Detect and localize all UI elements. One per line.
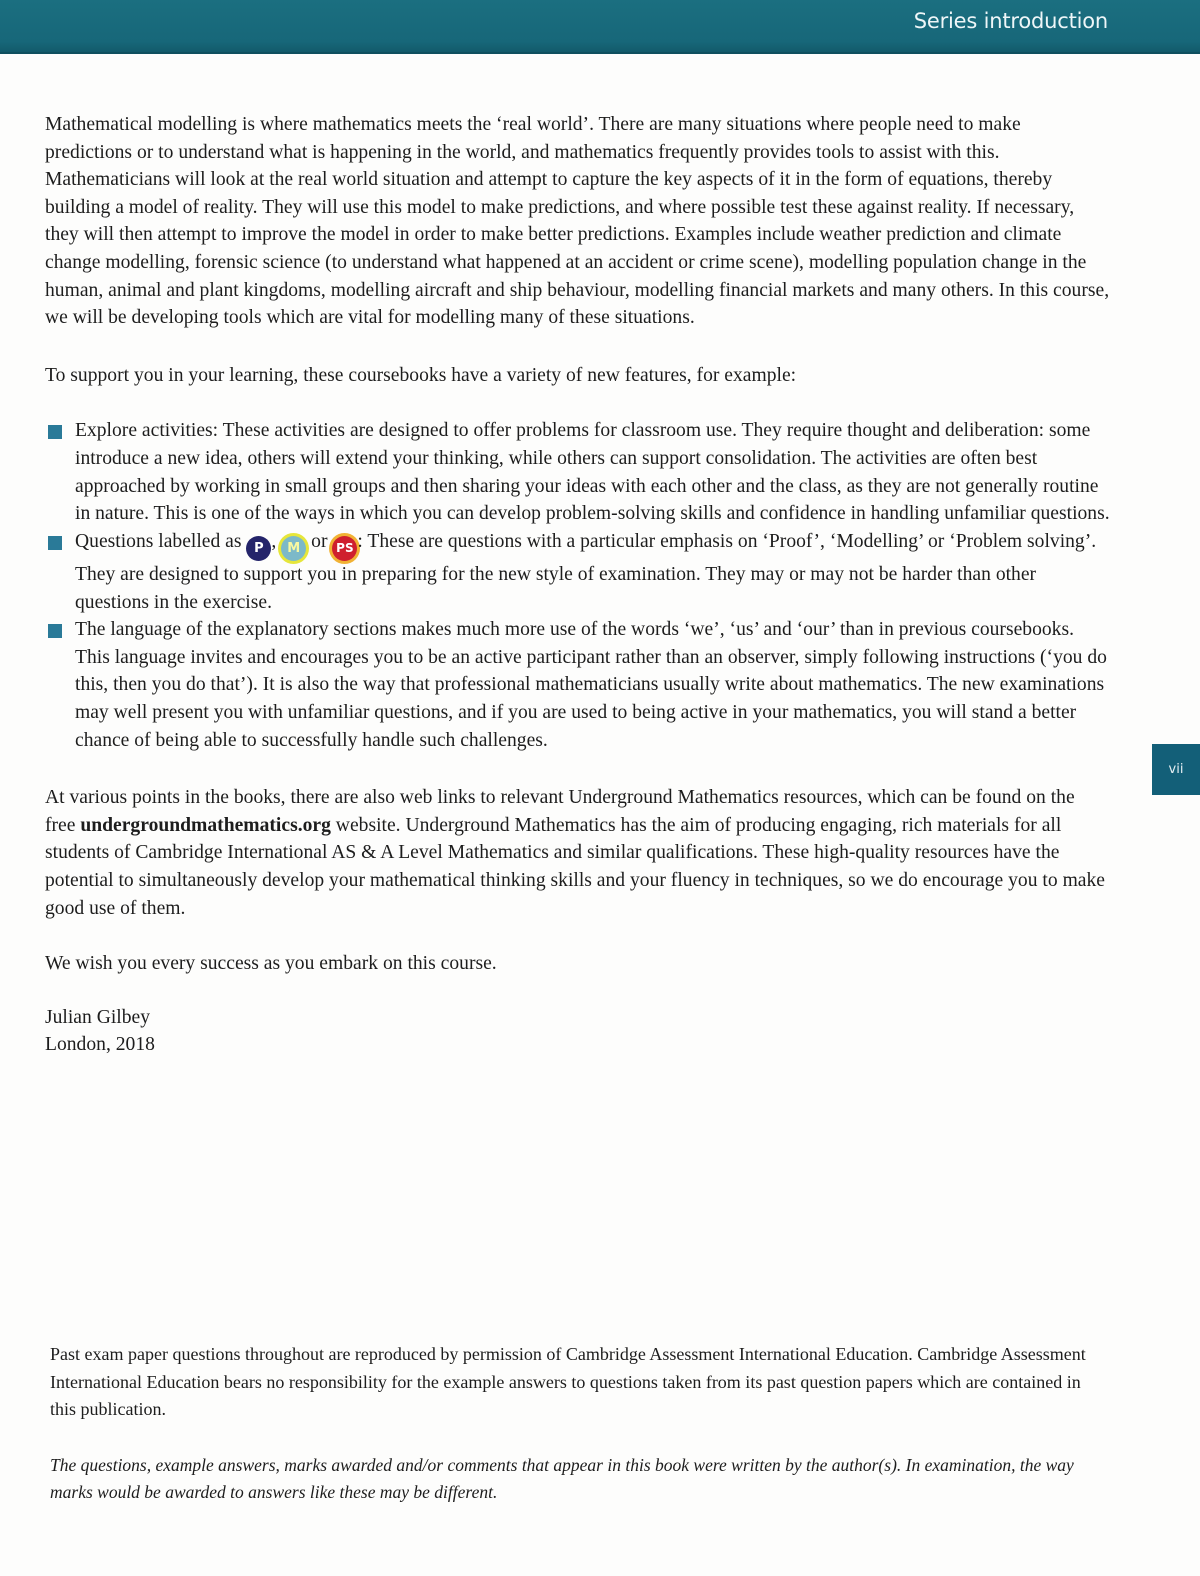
- separator: or: [311, 530, 328, 552]
- underground-text-before: At various points in the books, there are also web links to relevant Underground Mathematics resources, which can be found on the free: [45, 787, 1075, 836]
- separator: ,: [271, 530, 277, 552]
- main-content: [45, 111, 1110, 1058]
- features-list: [45, 417, 1110, 754]
- underground-link[interactable]: undergroundmathematics.org: [80, 814, 331, 836]
- square-bullet-icon: [48, 624, 62, 638]
- list-item: [45, 417, 1110, 527]
- author-name: Julian Gilbey: [45, 1006, 151, 1028]
- page-number: vii: [1168, 762, 1184, 777]
- feature-questions-prefix: Questions labelled as: [75, 530, 242, 552]
- feature-language-text: The language of the explanatory sections makes much more use of the words ‘we’, ‘us’ and ‘our’ than in previous coursebooks. This language invites and encourages you to be an active participant rather than an observer, simply following instructions (‘you do this, then you do that’). It is also the way that professional mathematicians usually write about mathematics. The new examinations may well present you with unfamiliar questions, and if you are used to being active in your mathematics, you will stand a better chance of being able to successfully handle such challenges.: [75, 619, 1107, 751]
- footer-notes: [50, 1341, 1110, 1507]
- section-title: Series introduction: [913, 9, 1108, 33]
- square-bullet-icon: [48, 425, 62, 439]
- signature-block: [45, 1004, 1110, 1058]
- modelling-badge-icon: M: [281, 536, 306, 561]
- disclaimer-note: The questions, example answers, marks awarded and/or comments that appear in this book were written by the author(s). In examination, the way marks would be awarded to answers like these may be different.: [50, 1454, 1074, 1502]
- header-band: [0, 0, 1200, 54]
- problem-solving-badge-icon: PS: [332, 536, 357, 561]
- feature-explore-text: Explore activities: These activities are designed to offer problems for classroom use. They require thought and deliberation: some introduce a new idea, others will extend your thinking, while others can support consolidation. The activities are often best approached by working in small groups and then sharing your ideas with each other and the class, as they are not generally routine in nature. This is one of the ways in which you can develop problem-solving skills and confidence in handling unfamiliar questions.: [75, 420, 1110, 525]
- permission-note: Past exam paper questions throughout are reproduced by permission of Cambridge Assessment International Education. Cambridge Assessment International Education bears no responsibility for the example answers to questions taken from its past question papers which are contained in this publication.: [50, 1344, 1086, 1419]
- closing-line: We wish you every success as you embark on this course.: [45, 953, 497, 975]
- features-intro: To support you in your learning, these coursebooks have a variety of new features, for example:: [45, 364, 797, 386]
- list-item: [45, 528, 1110, 616]
- underground-text-after: website. Underground Mathematics has the aim of producing engaging, rich materials for all students of Cambridge International AS & A Level Mathematics and similar qualifications. These high-quality resources have the potential to simultaneously develop your mathematical thinking skills and your fluency in techniques, so we do encourage you to make good use of them.: [45, 814, 1105, 919]
- square-bullet-icon: [48, 536, 62, 550]
- page-number-tab: [1152, 744, 1200, 795]
- feature-questions-suffix: : These are questions with a particular emphasis on ‘Proof’, ‘Modelling’ or ‘Problem solving’. They are designed to support you in preparing for the new style of examination. They may or may not be harder than other questions in the exercise.: [75, 530, 1097, 613]
- proof-badge-icon: P: [246, 536, 271, 561]
- place-date: London, 2018: [45, 1033, 155, 1055]
- list-item: [45, 616, 1110, 754]
- underground-paragraph: [45, 784, 1110, 922]
- intro-paragraph: Mathematical modelling is where mathematics meets the ‘real world’. There are many situations where people need to make predictions or to understand what is happening in the world, and mathematics frequently provides tools to assist with this. Mathematicians will look at the real world situation and attempt to capture the key aspects of it in the form of equations, thereby building a model of reality. They will use this model to make predictions, and where possible test these against reality. If necessary, they will then attempt to improve the model in order to make better predictions. Examples include weather prediction and climate change modelling, forensic science (to understand what happened at an accident or crime scene), modelling population change in the human, animal and plant kingdoms, modelling aircraft and ship behaviour, modelling financial markets and many others. In this course, we will be developing tools which are vital for modelling many of these situations.: [45, 114, 1110, 329]
